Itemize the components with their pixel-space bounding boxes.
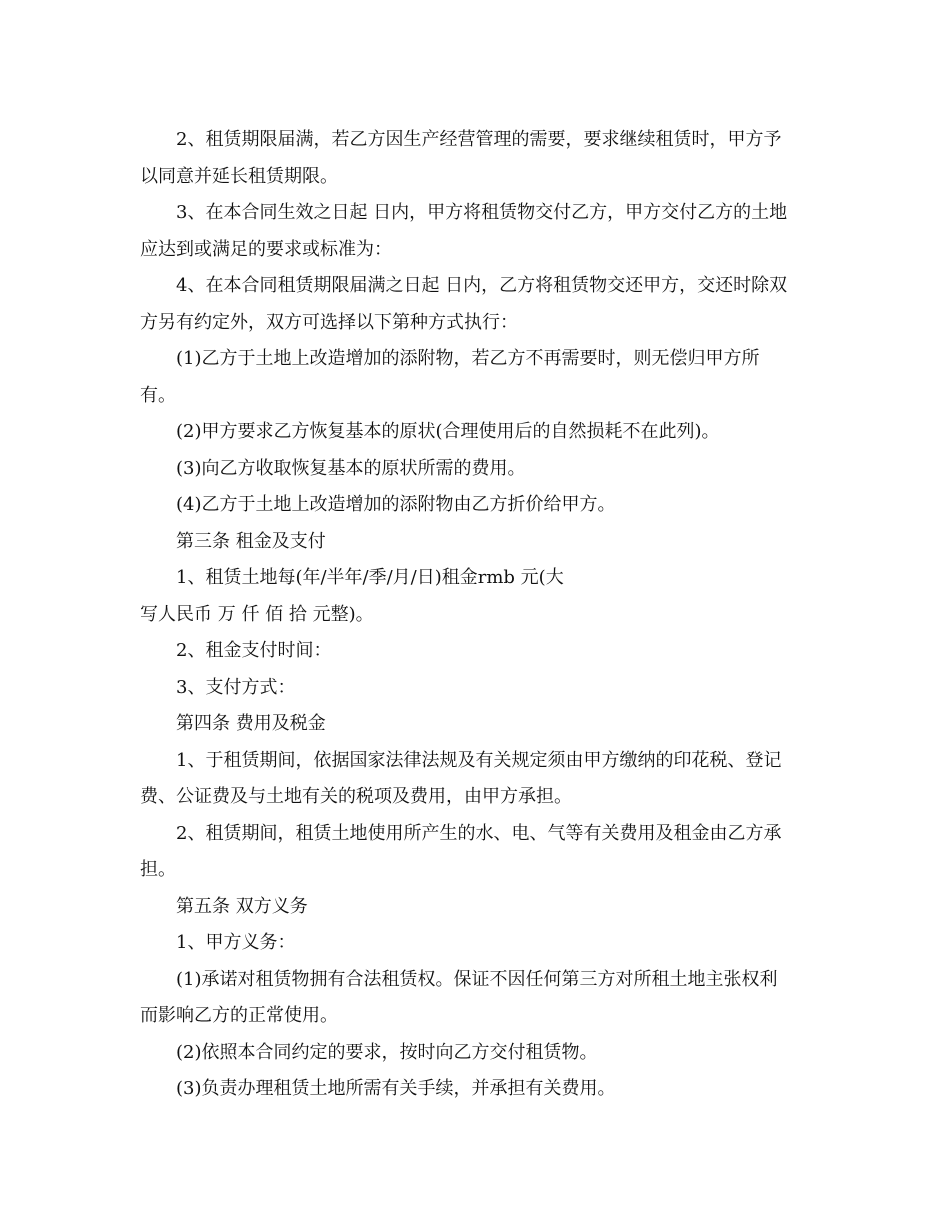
text-line: (2)甲方要求乙方恢复基本的原状(合理使用后的自然损耗不在此列)。 bbox=[176, 421, 720, 442]
text-line: 2、租赁期间，租赁土地使用所产生的水、电、气等有关费用及租金由乙方承 bbox=[176, 822, 782, 844]
text-line: 1、租赁土地每(年/半年/季/月/日)租金rmb 元(大 bbox=[176, 567, 564, 588]
text-line: 第三条 租金及支付 bbox=[176, 530, 326, 552]
text-line: (4)乙方于土地上改造增加的添附物由乙方折价给甲方。 bbox=[176, 494, 616, 515]
text-line: 第四条 费用及税金 bbox=[176, 713, 326, 734]
text-line: 3、支付方式： bbox=[176, 676, 296, 698]
text-line: 有。 bbox=[140, 384, 176, 406]
text-line: 2、租赁期限届满，若乙方因生产经营管理的需要，要求继续租赁时，甲方予 bbox=[176, 129, 782, 150]
text-line: 3、在本合同生效之日起 日内，甲方将租赁物交付乙方，甲方交付乙方的土地 bbox=[176, 202, 788, 223]
text-line: 第五条 双方义务 bbox=[176, 895, 308, 917]
text-line: 担。 bbox=[140, 859, 176, 880]
text-line: 1、甲方义务： bbox=[176, 932, 296, 953]
text-line: (2)依照本合同约定的要求，按时向乙方交付租赁物。 bbox=[176, 1041, 598, 1063]
text-line: 而影响乙方的正常使用。 bbox=[140, 1005, 338, 1026]
text-line: 2、租金支付时间： bbox=[176, 640, 332, 661]
text-line: 应达到或满足的要求或标准为： bbox=[140, 238, 392, 260]
text-line: 1、于租赁期间，依据国家法律法规及有关规定须由甲方缴纳的印花税、登记 bbox=[176, 749, 782, 771]
text-line: 方另有约定外，双方可选择以下第种方式执行： bbox=[140, 311, 518, 333]
text-line: 4、在本合同租赁期限届满之日起 日内，乙方将租赁物交还甲方，交还时除双 bbox=[176, 275, 788, 296]
text-line: 费、公证费及与土地有关的税项及费用，由甲方承担。 bbox=[140, 786, 572, 807]
text-line: (3)负责办理租赁土地所需有关手续，并承担有关费用。 bbox=[176, 1078, 616, 1099]
text-line: (1)乙方于土地上改造增加的添附物，若乙方不再需要时，则无偿归甲方所 bbox=[176, 348, 760, 369]
text-line: (3)向乙方收取恢复基本的原状所需的费用。 bbox=[176, 457, 526, 479]
text-line: 以同意并延长租赁期限。 bbox=[140, 165, 338, 187]
text-line: 写人民币 万 仟 佰 拾 元整)。 bbox=[140, 603, 374, 625]
text-line: (1)承诺对租赁物拥有合法租赁权。保证不因任何第三方对所租土地主张权利 bbox=[176, 968, 778, 990]
